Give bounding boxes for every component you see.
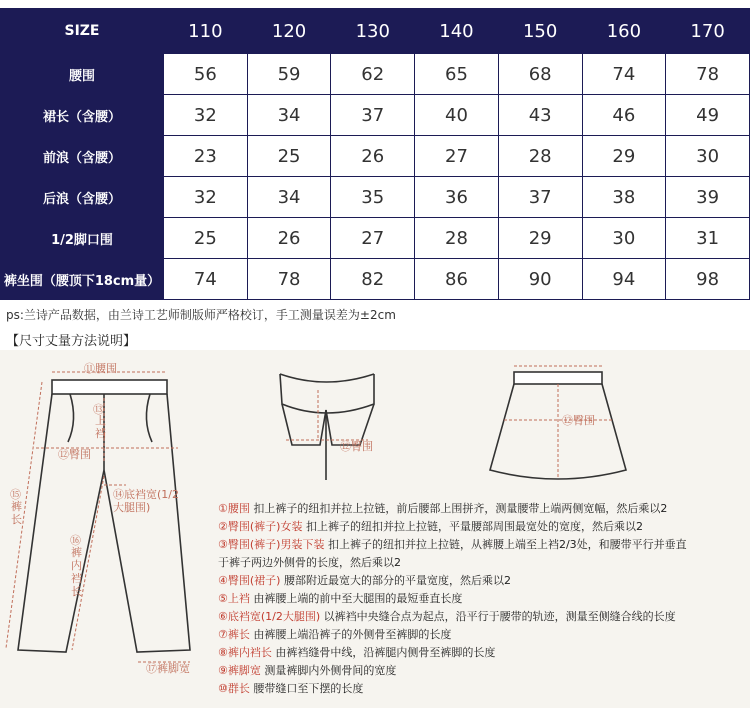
table-cell: 27: [331, 218, 415, 259]
size-header-cell: 130: [331, 9, 415, 54]
explanation-text: 于裤子两边外侧骨的长度，然后乘以2: [218, 556, 401, 569]
table-cell: 35: [331, 177, 415, 218]
table-cell: 78: [666, 54, 750, 95]
shorts-hip-label: ⑫臀围: [340, 440, 373, 453]
table-cell: 26: [331, 136, 415, 177]
table-cell: 36: [415, 177, 499, 218]
table-cell: 98: [666, 259, 750, 300]
table-cell: 74: [164, 259, 248, 300]
explanation-text: 由裤腰上端沿裤子的外侧骨至裤脚的长度: [253, 628, 452, 641]
waist-label: ⑪腰围: [84, 362, 117, 375]
table-cell: 30: [666, 136, 750, 177]
table-cell: 29: [582, 136, 666, 177]
row-label: 腰围: [1, 54, 164, 95]
table-cell: 74: [582, 54, 666, 95]
explanation-line: [218, 590, 462, 606]
explanation-text: 以裤裆中央缝合点为起点，沿平行于腰带的轨迹，测量至侧缝合线的长度: [323, 610, 676, 623]
explanation-line: [218, 608, 676, 624]
explanation-text: 扣上裤子的纽扣并拉上拉链，从裤腰上端至上裆2/3处，和腰带平行并垂直: [327, 538, 687, 551]
table-cell: 59: [247, 54, 331, 95]
size-header-cell: 140: [415, 9, 499, 54]
size-header-label: SIZE: [1, 9, 164, 54]
size-header-cell: 110: [164, 9, 248, 54]
explanation-line: [218, 662, 396, 678]
table-cell: 90: [498, 259, 582, 300]
explanation-key: ⑤上裆: [218, 592, 250, 605]
table-cell: 38: [582, 177, 666, 218]
table-cell: 68: [498, 54, 582, 95]
explanation-line: [218, 500, 667, 516]
table-cell: 37: [498, 177, 582, 218]
thigh-label: ⑭底裆宽(1/2大腿围): [113, 488, 179, 514]
skirt-illustration: [488, 360, 628, 500]
table-cell: 86: [415, 259, 499, 300]
size-header-cell: 150: [498, 9, 582, 54]
row-label: 裙长（含腰）: [1, 95, 164, 136]
rise-number-label: ⑬: [93, 403, 104, 416]
table-cell: 34: [247, 177, 331, 218]
table-cell: 28: [415, 218, 499, 259]
explanation-key: ⑨裤脚宽: [218, 664, 261, 677]
table-cell: 25: [247, 136, 331, 177]
table-cell: 94: [582, 259, 666, 300]
table-cell: 32: [164, 177, 248, 218]
skirt-hip-label: ⑫臀围: [562, 414, 595, 427]
explanation-line: [218, 680, 363, 696]
table-cell: 40: [415, 95, 499, 136]
row-label: 后浪（含腰）: [1, 177, 164, 218]
row-label: 前浪（含腰）: [1, 136, 164, 177]
table-cell: 31: [666, 218, 750, 259]
section-title: 【尺寸丈量方法说明】: [6, 334, 137, 349]
measurement-note: ps:兰诗产品数据，由兰诗工艺师制版师严格校订，手工测量误差为±2cm: [6, 308, 396, 322]
table-row: [1, 259, 750, 300]
explanation-key: ①腰围: [218, 502, 250, 515]
pants-illustration: [0, 350, 215, 708]
table-cell: 43: [498, 95, 582, 136]
table-cell: 28: [498, 136, 582, 177]
explanation-text: 腰部附近最宽大的部分的平量宽度，然后乘以2: [283, 574, 511, 587]
table-cell: 30: [582, 218, 666, 259]
explanation-key: ⑧裤内裆长: [218, 646, 272, 659]
table-cell: 49: [666, 95, 750, 136]
size-table: [0, 8, 750, 300]
table-cell: 39: [666, 177, 750, 218]
size-header-cell: 170: [666, 9, 750, 54]
inseam-label: 裤内裆长: [71, 546, 82, 598]
table-cell: 46: [582, 95, 666, 136]
table-cell: 32: [164, 95, 248, 136]
inseam-number-label: ⑯: [70, 534, 81, 547]
size-header-cell: 120: [247, 9, 331, 54]
rise-label: 上裆: [95, 414, 106, 440]
table-cell: 78: [247, 259, 331, 300]
hip-label: ⑫臀围: [58, 448, 91, 461]
row-label: 1/2脚口围: [1, 218, 164, 259]
explanation-line: [218, 536, 687, 552]
table-row: [1, 177, 750, 218]
explanation-line: [218, 644, 495, 660]
explanation-key: ②臀围(裤子)女装: [218, 520, 303, 533]
table-cell: 65: [415, 54, 499, 95]
table-cell: 27: [415, 136, 499, 177]
explanation-line: [218, 626, 451, 642]
table-cell: 82: [331, 259, 415, 300]
pants-length-label: 裤长: [11, 500, 22, 526]
size-header-cell: 160: [582, 9, 666, 54]
hem-label: ⑰裤脚宽: [146, 662, 190, 675]
table-row: [1, 218, 750, 259]
explanation-text: 由裤裆缝骨中线，沿裤腿内侧骨至裤脚的长度: [275, 646, 496, 659]
table-cell: 26: [247, 218, 331, 259]
explanation-key: ⑥底裆宽(1/2大腿围): [218, 610, 321, 623]
measurement-diagram: [0, 350, 750, 708]
table-row: [1, 95, 750, 136]
shorts-illustration: [262, 360, 402, 500]
table-cell: 37: [331, 95, 415, 136]
table-cell: 34: [247, 95, 331, 136]
explanation-key: ⑩群长: [218, 682, 250, 695]
table-cell: 25: [164, 218, 248, 259]
table-cell: 23: [164, 136, 248, 177]
explanation-key: ④臀围(裙子): [218, 574, 281, 587]
explanation-text: 由裤腰上端的前中至大腿围的最短垂直长度: [253, 592, 463, 605]
size-header-row: [1, 9, 750, 54]
pants-length-number-label: ⑮: [10, 488, 21, 501]
explanation-line: [218, 554, 401, 570]
table-cell: 29: [498, 218, 582, 259]
table-row: [1, 54, 750, 95]
explanation-line: [218, 572, 511, 588]
row-label: 裤坐围（腰顶下18cm量）: [1, 259, 164, 300]
explanation-line: [218, 518, 643, 534]
explanation-text: 扣上裤子的纽扣并拉上拉链，平量腰部周围最宽处的宽度，然后乘以2: [305, 520, 643, 533]
explanation-text: 腰带缝口至下摆的长度: [253, 682, 364, 695]
explanation-key: ⑦裤长: [218, 628, 250, 641]
explanation-text: 测量裤脚内外侧骨间的宽度: [264, 664, 397, 677]
table-cell: 56: [164, 54, 248, 95]
explanation-key: ③臀围(裤子)男装下装: [218, 538, 325, 551]
table-cell: 62: [331, 54, 415, 95]
explanation-text: 扣上裤子的纽扣并拉上拉链，前后腰部上围拼齐，测量腰带上端两侧宽幅，然后乘以2: [253, 502, 668, 515]
table-row: [1, 136, 750, 177]
